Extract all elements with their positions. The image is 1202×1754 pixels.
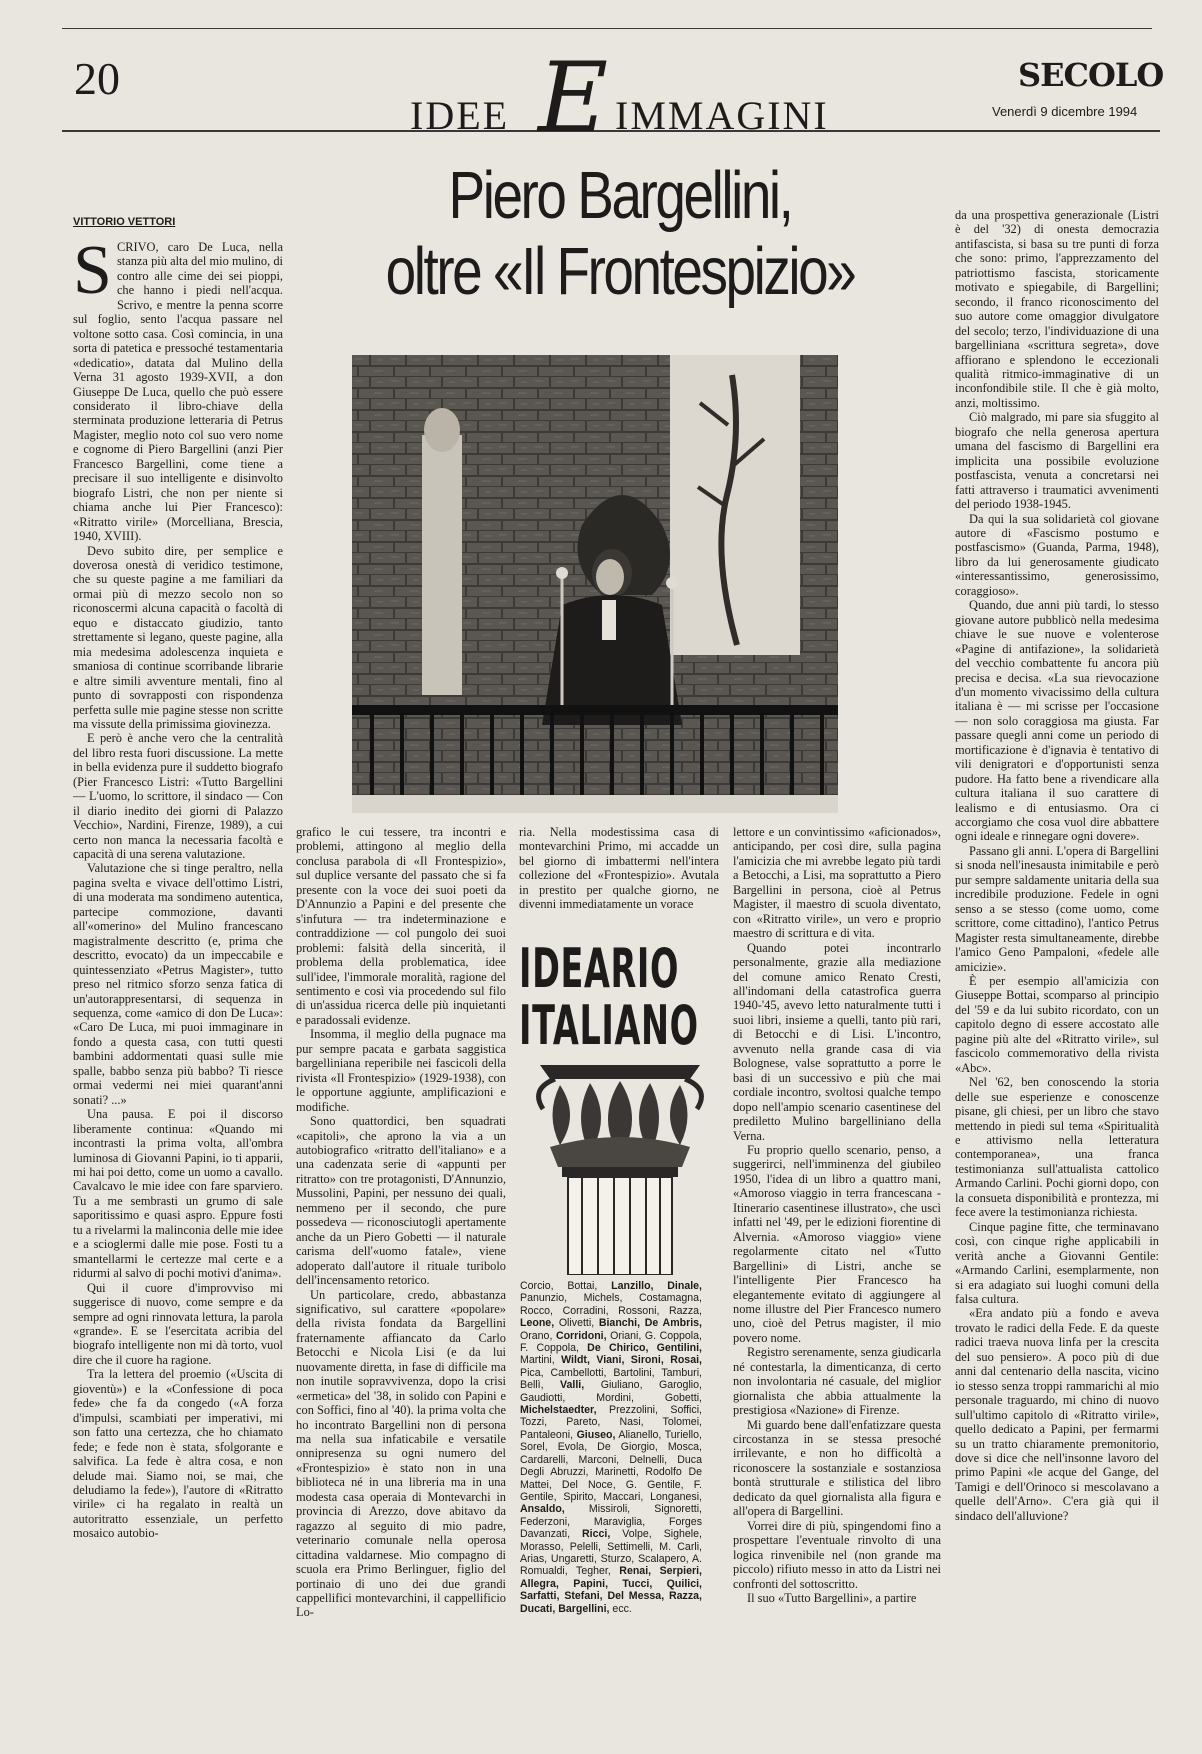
ideario-name-run: Oriani, G. Coppola, F. Coppola,	[520, 1329, 702, 1355]
section-ampersand: E	[538, 42, 609, 154]
photo-speaker-balcony	[352, 355, 838, 813]
paragraph: Vorrei dire di più, spingendomi fino a prospettare l'eventuale rinvolto di una logica rinvenibile nel (non grande ma piccolo) rifiuto messo in atto da Listri nei confronti del sottoscritto.	[733, 1518, 941, 1591]
paragraph: È per esempio all'amicizia con Giuseppe Bottai, scomparso al principio del '59 e da lui subito ricordato, con un capitolo degno di essere accostato alle pagine più alte del «Ritratto virile», sul fascicolo commemorativo della rivista «Abc».	[955, 974, 1159, 1075]
ideario-name-run: Giuseo,	[576, 1428, 616, 1441]
paragraph: Un particolare, credo, abbastanza significativo, sul carattere «popolare» della rivista fondata da Bargellini fraternamente affiancato da Carlo Betocchi e Nicola Lisi (e da lui nuovamente diretta, in fase di difficile ma non inutile sopravvivenza, dopo la crisi «ermetica» del '38, in solido con Papini e con Soffici, fino al '40). la prima volta che ho incontrato Bargellini non di persona ma nella sua infaticabile e versatile onnipresenza su ogni numero del «Frontespizio» è stato non in una biblioteca né in una libreria ma in una modesta casa operaia di Montevarchi in provincia di Arezzo, dove abitavo da ragazzo al seguito di mio padre, veterinario comunale nella operosa cittadina valdarnese. Mio compagno di scuola era Primo Berlinguer, figlio del portinaio di uno dei due grandi cappellifici montevarchini, il cappellificio Lo-	[296, 1287, 506, 1620]
ideario-name-run: Olivetti,	[554, 1317, 599, 1330]
paragraph: ria. Nella modestissima casa di montevarchini Primo, mi accadde un bel giorno di imbattermi nell'intera collezione del «Frontespizio». Avutala in prestito per qualche giorno, ne divenni immediatamente un vorace	[519, 825, 719, 912]
ideario-name-run: Michelstaedter,	[520, 1404, 597, 1417]
paragraph: «Era andato più a fondo e aveva trovato le radici della Fede. E da queste radici traeva nuova linfa per la crescita del suo pensiero». A poco più di due anni dal centenario della nascita, vicino io stesso senza troppi rammarichi al mio personale traguardo, mi chino di nuovo sull'ultimo capitolo di «Ritratto virile», quello dedicato a Papini, per fermarmi su un tratto chiaramente premonitorio, dove si dice che nell'insonne lavoro del primo Papini «le acque del Gange, del Tamigi e dell'Orinoco si mescolavano a quelle dell'Arno». C'era già qui il sindaco dell'alluvione?	[955, 1306, 1159, 1523]
ideario-name-run: Ansaldo,	[520, 1503, 565, 1516]
ideario-name-run: Missiroli, Signoretti, Federzoni, Maraviglia, Forges Davanzati,	[520, 1503, 702, 1541]
issue-date: Venerdì 9 dicembre 1994	[992, 104, 1138, 119]
box-title-line-1: IDEARIO	[519, 937, 680, 1000]
paragraph: Passano gli anni. L'opera di Bargellini si snoda nell'inesausta inimitabile e però pur sempre saldamente unitaria della sua incredibile produzione. Fedele in ogni senso a se stesso (come uomo, come scrittore, come cittadino), l'antico Petrus Magister resta simultaneamente, direbbe l'amico Geno Pampaloni, «fedele alle amicizie».	[955, 843, 1159, 974]
box-title-line-2: ITALIANO	[519, 994, 699, 1057]
top-rule	[62, 28, 1152, 29]
headline	[358, 158, 883, 310]
paragraph: da una prospettiva generazionale (Listri è del '32) di onesta democrazia antifascista, si basa su tre punti di forza che sono: primo, l'apprezzamento del patriottismo fascista, storicamente motivato e spiegabile, di Bargellini; secondo, il franco riconoscimento del suo autore come omaggior divulgatore del secolo; terzo, l'individuazione di una bargelliniana «scrittura segreta», dove affiorano e splendono le eccezionali qualità ritmico-immaginative di un inconfondibile stile. Il che è già molto, anzi, moltissimo.	[955, 208, 1159, 410]
paragraph: lettore e un convintissimo «aficionados», anticipando, per così dire, sulla pagina l'amicizia che mi avrebbe legato più tardi a Betocchi, a Lisi, ma soprattutto a Piero Bargellini in persona, cioè al Petrus Magister, il maestro di scuola diventato, con «Ritratto virile», un vero e proprio maestro di scrittura e di vita.	[733, 825, 941, 941]
ideario-name-run: Bianchi, De Ambris,	[598, 1317, 702, 1330]
section-word-immagini: IMMAGINI	[615, 93, 829, 138]
byline: VITTORIO VETTORI	[73, 216, 176, 228]
paragraph: Sono quattordici, ben squadrati «capitoli», che aprono la via a un autobiografico «ritratto dell'italiano» e a una cadenzata serie di «appunti per ritratto» con tre protagonisti, D'Annunzio, Mussolini, Papini, per nessuno dei quali, nemmeno per il secondo, che pure possedeva — riconosciutogli apertamente anche da un Piero Gobetti — il naturale carisma dell'«uomo fatale», viene adoperato dall'autore il rituale turibolo dell'incensamento retorico.	[296, 1114, 506, 1288]
ideario-name-run: Lanzillo, Dinale,	[611, 1280, 702, 1292]
paragraph: Registro serenamente, senza giudicarla né contestarla, la dimenticanza, di certo non involontaria né casuale, del miglior giornalista che abbia attualmente la prestigiosa «Nazione» di Firenze.	[733, 1345, 941, 1418]
page-number: 20	[74, 53, 120, 104]
ideario-name-run: Orano,	[520, 1329, 556, 1342]
article-column-2	[296, 825, 506, 1735]
ideario-names-list	[520, 1280, 702, 1615]
article-column-1	[73, 240, 283, 1735]
article-photo	[352, 355, 838, 813]
paragraph: Valutazione che si tinge peraltro, nella pagina svelta e vivace dell'ottimo Listri, di una moderata ma sondimeno autentica, partecipe commozione, davanti all'«omerino» del Mulino francescano magistralmente descritto (e, prima che descritto, evocato) da un impeccabile e quintessenziato «Petrus Magister», tutto preso nel ritmico sforzo senza fatica di un'autorappresentarsi, di sequenza in sequenza, come «amico di don De Luca»: «Caro De Luca, mi puoi immaginare in fondo a questa casa, con tutti questi bambini addormentati quasi sulle mie spalle, babbo senza più babbo? Ti riesce ormai vedermi nei miei quarant'anni sonati? ...»	[73, 861, 283, 1107]
ideario-italiano-title	[519, 937, 699, 1057]
ideario-name-run: Prezzolini, Soffici, Tozzi, Pareto, Nasi, Tolomei, Pantaleoni,	[520, 1404, 702, 1441]
paragraph: E però è anche vero che la centralità del libro resta fuori discussione. La mette in bella evidenza pure il suddetto biografo (Pier Francesco Listri: «Tutto Bargellini — L'uomo, lo scrittore, il sindaco — Con il diario inedito dei giorni di Palazzo Vecchio», Nardini, Firenze, 1989), a cui certo non manca la necessaria facoltà e capacità di una serena valutazione.	[73, 731, 283, 862]
section-word-idee: IDEE	[410, 93, 510, 138]
ideario-name-run: Leone,	[520, 1317, 555, 1330]
paragraph: Da qui la sua solidarietà col giovane autore di «Fascismo postumo e postfascismo» (Guanda, Parma, 1948), libro da lui generosamente giudicato «interessantissimo, generosissimo, coraggioso».	[955, 511, 1159, 598]
lead-paragraph: SCRIVO, caro De Luca, nella stanza più alta del mio mulino, di contro alle cime dei sei pioppi, che hanno i piedi nell'acqua. Scrivo, e mentre la penna scorre sul foglio, sento l'acqua passare nel voltone sotto casa. Così comincia, in una sorta di patetica e pressoché testamentaria «dedicatio», datata dal Mulino della Verna 31 agosto 1939-XVII, a don Giuseppe De Luca, quello che può essere considerato il libro-chiave della sterminata produzione letteraria di Petrus Magister, meglio noto col suo vero nome e cognome di Piero Bargellini (anzi Pier Francesco Bargellini, come tiene a precisare il suo intelligente e disinvolto biografo Listri, che non per niente si chiama anche lui Pier Francesco): «Ritratto virile» (Morcelliana, Brescia, 1940, XVIII).	[73, 240, 283, 544]
ideario-name-run: Alianello, Turiello, Sorel, Evola, De Giorgio, Mosca, Cardarelli, Marconi, Delnelli, Duca Degli Abruzzi, Marinetti, Rodolfo De Mattei, Del Noce, G. Gentile, F. Gentile, Spirito, Maccari, Longanesi,	[520, 1428, 702, 1503]
ideario-name-run: Pica, Cambellotti, Bartolini, Tamburi, Bellì,	[520, 1366, 702, 1392]
paragraph: Tra la lettera del proemio («Uscita di gioventù») e la «Confessione di poca fede» che fa da congedo («A forza d'impulsi, scambiati per imperativi, mi son fatto una certezza, che ho chiamato fede; e fede non è stata, sfolgorante e salvifica. La fede è altra cosa, e non delude mai. Siamo noi, se mai, che deludiamo la fede»), l'autore di «Ritratto virile» ci ha regalato in realtà un autoritratto essenziale, un perfetto mosaico autobio-	[73, 1367, 283, 1541]
paragraph: Fu proprio quello scenario, penso, a suggerirci, nell'imminenza del giubileo 1950, l'idea di un libro a quattro mani, «Amoroso viaggio in terra francescana - Itinerario casentinese illustrato», che uscì infatti nel '49, per le edizioni fiorentine di Alvernia. «Amoroso viaggio» viene regolarmente citato nel «Tutto Bargellini» di Listri, anche se l'intelligente Pier Francesco ha elegantemente evitato di aggiungere al nome illustre del Pier Francesco numero uno, cioè del Petrus magister, il mio povero nome.	[733, 1142, 941, 1345]
paragraph: Mi guardo bene dall'enfatizzare questa circostanza in se stessa presoché irrilevante, e non ho difficoltà a riconoscere la sostanziale e sostanziosa bontà strutturale e stilistica del libro dedicato da quel giornalista alla figura e all'opera di Bargellini.	[733, 1417, 941, 1519]
ideario-name-run: Corridoni,	[555, 1329, 607, 1342]
headline-line-2: oltre «Il Frontespizio»	[385, 234, 855, 309]
ideario-name-run: Ricci,	[582, 1528, 611, 1541]
masthead-title: SECOLO	[1018, 56, 1164, 94]
ideario-name-run: Valli,	[560, 1379, 585, 1392]
paragraph: Cinque pagine fitte, che terminavano così, con cinque righe applicabili in verità anche a Giovanni Gentile: «Armando Carlini, esemplarmente, non si era adagiato sui luoghi comuni della falsa cultura.	[955, 1219, 1159, 1306]
ideario-name-run: Renai, Serpieri, Allegra, Papini, Tucci, Quilici, Sarfatti, Stefani, Del Messa, Razza, Ducati, Bargellini,	[520, 1565, 703, 1615]
ideario-name-run: Giuliano, Garoglio, Gaudiotti, Mordini, Gobetti,	[520, 1379, 702, 1404]
drop-cap: S	[73, 240, 112, 309]
article-column-3	[519, 825, 719, 915]
paragraph: Devo subito dire, per semplice e doverosa onestà di veridico testimone, che su queste pagine a me familiari da ormai più di mezzo secolo non so riconoscermi alcuna capacità o facoltà di equo e distaccato giudizio, tanto strettamente si legano, queste pagine, alla mia medesima adolescenza inquieta e smaniosa di continue scorribande librarie e altre simili avventure mentali, fino al punto di sovrapposti con rispondenza perfetta sulle mie pagine stesse non scritte ma vissute della primissima giovinezza.	[73, 543, 283, 731]
ideario-name-run: De Chirico, Gentilini,	[587, 1342, 702, 1355]
ideario-name-run: Panunzio, Michels, Costamagna, Rocco, Corradini, Rossoni, Razza,	[520, 1292, 702, 1317]
paragraph: grafico le cui tessere, tra incontri e problemi, attingono al meglio della conclusa parabola di «Il Frontespizio», sul duplice versante del passato che si fa presente con la voce dei suoi poeti da D'Annunzio a Papini e del presente che s'infutura — tra indeterminazione e contraddizione — col pungolo dei suoi problemi: falsità della sincerità, il problema della problematica, idee sull'idee, l'immorale moralità, ragione del sentimento e così via procedendo sul filo di un'assidua ricerca delle più inquietanti e paradossali evidenze.	[296, 825, 506, 1027]
ideario-name-run: Volpe, Sighele, Morasso, Pelelli, Settimelli, M. Carli, Arias, Ungaretti, Sturzo, Scalapero, A. Romualdi, Tegher,	[520, 1528, 702, 1578]
paragraph: Una pausa. E poi il discorso liberamente continua: «Quando mi incontrasti la prima volta, all'ombra luminosa di Giovanni Papini, io ti apparii, mi hai poi detto, come un uomo a cavallo. Cavalcavo le mie idee con fare sparviero. Tu a me sembrasti un grumo di sale saporitissimo e quasi aspro. Eppure fosti tu a rivelarmi la malinconia delle mie idee e a scioglermi dalle mie pose. Fosti tu a smantellarmi le certezze mal certe e a ridurmi al salvo di pochi motivi d'anima».	[73, 1107, 283, 1281]
paragraph: Insomma, il meglio della pugnace ma pur sempre pacata e garbata saggistica bargelliniana reperibile nei fascicoli della rivista «Il Frontespizio» (1929-1938), con le opportune aggiunte, amplificazioni e modifiche.	[296, 1027, 506, 1114]
headline-line-1: Piero Bargellini,	[448, 158, 792, 233]
article-column-5	[955, 208, 1159, 1738]
article-column-4	[733, 825, 941, 1735]
paragraph: Il suo «Tutto Bargellini», a partire	[747, 1591, 917, 1606]
corinthian-column-illustration	[520, 1055, 720, 1275]
paragraph: Quando, due anni più tardi, lo stesso giovane autore pubblicò nella medesima chiave le sue nuove e volenterose «Pagine di antifazione», la solidarietà del vecchio combattente fu ancora più precisa e decisa. «La sua rievocazione d'un momento vivacissimo della cultura italiana è — mi scrisse per l'occasione — non solo coraggiosa ma giusta. Far passare quegli anni come un periodo di mortificazione è d'ignavia è tentativo di vili denigratori e d'opportunisti senza pudore. Ha fatto bene a rivendicare alla cultura italiana il suo carattere di lealismo e di entusiasmo. Ora ci accorgiamo che cosa vuol dire abbattere ogni ideale e rinnegare ogni dovere».	[955, 598, 1159, 844]
paragraph: Ciò malgrado, mi pare sia sfuggito al biografo che nella generosa apertura umana del fascismo di Bargellini era implicita una possibile evoluzione postfascista, venuta a concretarsi nei fatti attraverso i traumatici avvenimenti del periodo 1938-1945.	[955, 410, 1159, 512]
corinthian-capital-icon	[520, 1055, 720, 1275]
ideario-name-run: ecc.	[609, 1602, 632, 1615]
paragraph: Quando potei incontrarlo personalmente, grazie alla mediazione del comune amico Renato Cresti, all'indomani della catastrofica guerra 1940-'45, avevo letto naturalmente tutti i suoi libri, insieme a quelli, tanto più rari, di Betocchi e di Lisi. L'incontro, avvenuto nella grande casa di via Bolognese, valse soprattutto a porre le basi di un successivo e più che mai cordiale incontro, svoltosi qualche tempo dopo nell'ampio scenario casentinese del prediletto Mulino bargelliniano della Verna.	[733, 940, 941, 1143]
section-title	[410, 42, 850, 154]
newspaper-masthead	[1018, 56, 1163, 94]
ideario-name-run: Wildt, Viani, Sironi, Rosai,	[561, 1354, 702, 1367]
ideario-name-run: Martini,	[520, 1354, 562, 1367]
ideario-name-run: Corcio, Bottai,	[520, 1280, 612, 1292]
paragraph: Nel '62, ben conoscendo la storia delle sue esperienze e conoscenze pisane, gli chiesi, per un libro che stavo mettendo in piedi sul tema «Spiritualità e attivismo nella letteratura contemporanea», una franca testimonianza sull'attualista cattolico Armando Carlini. Pochi giorni dopo, con la consueta disponibilità e prontezza, mi fece avere la testimonianza richiesta.	[955, 1075, 1159, 1220]
paragraph: Qui il cuore d'improvviso mi suggerisce di nuovo, come sempre e da sempre ad ogni rinnovata lettura, la parola «grande». E se l'esercitata acribia del biografo intelligente non mi dà torto, vuol dire che il cuore ha ragione.	[73, 1280, 283, 1367]
